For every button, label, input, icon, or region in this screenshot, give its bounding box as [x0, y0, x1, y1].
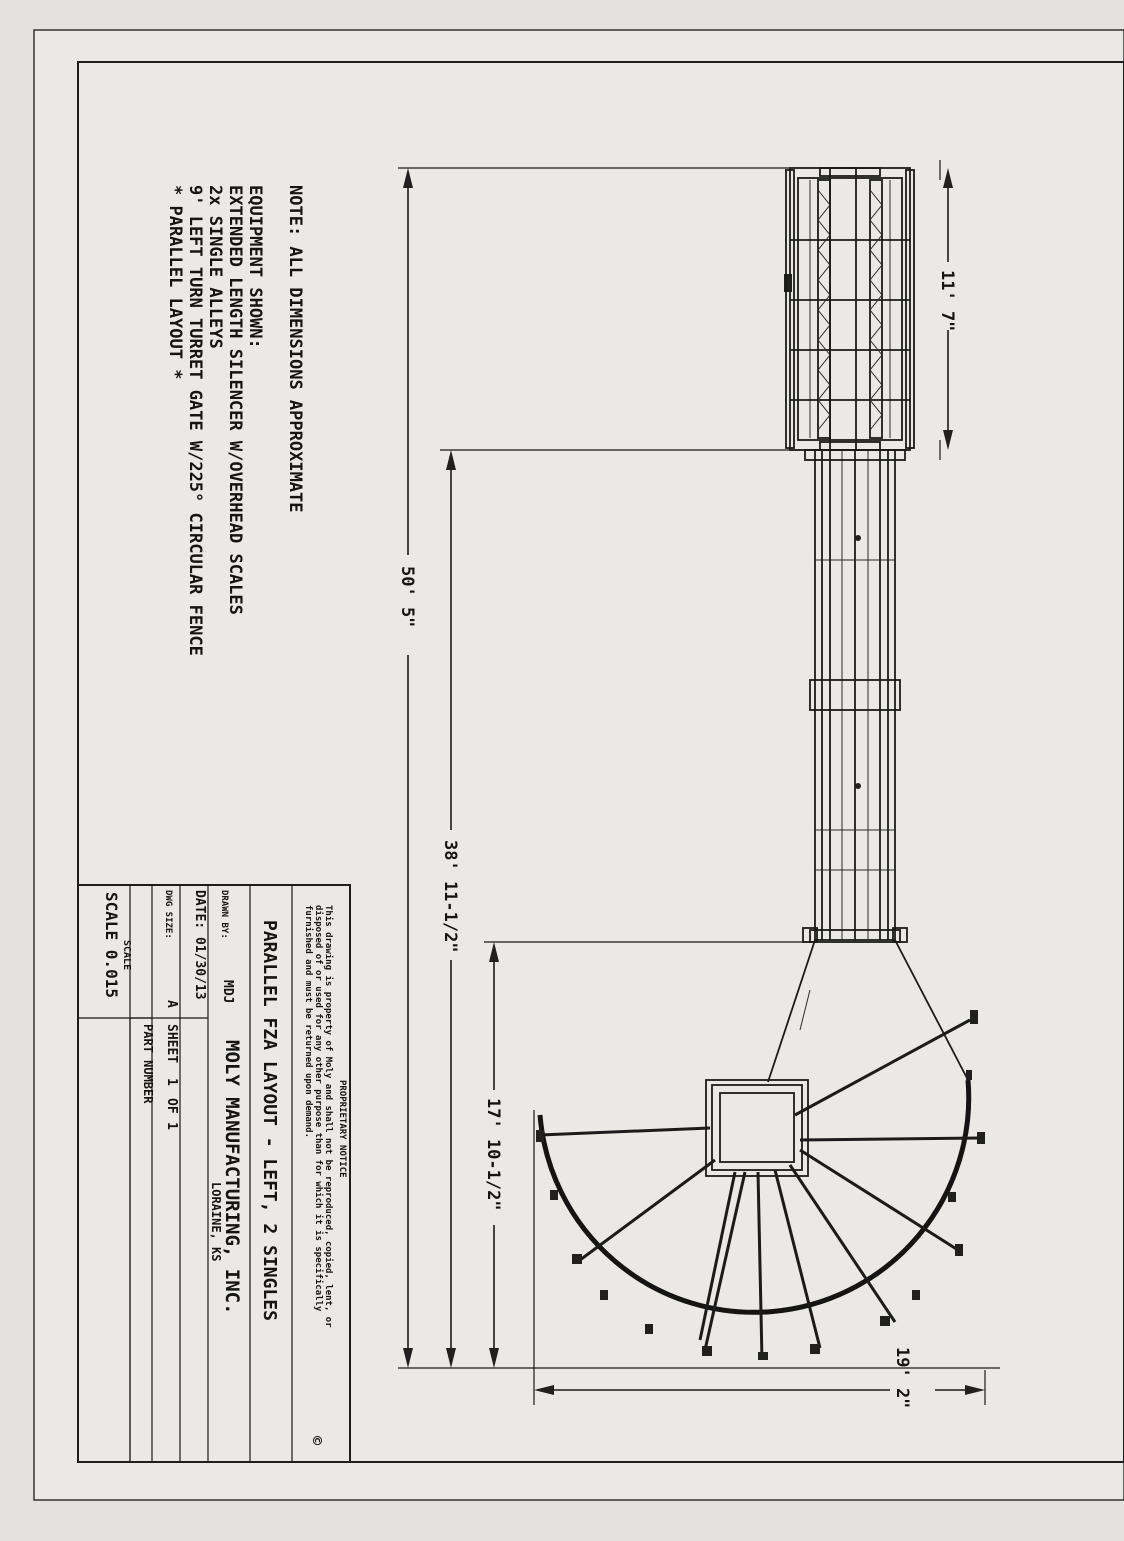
- alley-length-label: 38' 11-1/2": [440, 840, 460, 953]
- fence-width-label: 19' 2": [892, 1347, 912, 1409]
- company-name: MOLY MANUFACTURING, INC.: [221, 1040, 243, 1315]
- drawn-by-value: MDJ: [220, 980, 235, 1004]
- proprietary-line-3: furnished and must be returned upon demand.: [303, 905, 313, 1138]
- equipment-line-1: EXTENDED LENGTH SILENCER W/OVERHEAD SCALES: [225, 185, 245, 615]
- equipment-heading: EQUIPMENT SHOWN:: [245, 185, 265, 349]
- sheet-label: SHEET: [164, 1024, 179, 1064]
- dwg-size-value: A: [164, 1000, 179, 1008]
- proprietary-line-2: disposed of or used for any other purpose than for which it is specifically: [313, 905, 323, 1312]
- scale-value: SCALE 0.015: [102, 892, 121, 998]
- silencer-width-label: 11' 7": [937, 270, 957, 332]
- copyright-symbol: ©: [308, 1436, 326, 1446]
- sheet-number: 1: [164, 1078, 179, 1086]
- drawn-by-label: DRAWN BY:: [219, 890, 229, 939]
- proprietary-line-1: This drawing is property of Moly and shall not be reproduced, copied, lent, or: [323, 905, 333, 1328]
- of-label: OF: [164, 1098, 179, 1114]
- part-number-label: PART NUMBER: [141, 1024, 155, 1104]
- equipment-line-2: 2x SINGLE ALLEYS: [205, 185, 225, 349]
- dwg-size-label: DWG SIZE:: [163, 890, 173, 939]
- scale-label: SCALE: [121, 940, 132, 971]
- note-heading: NOTE: ALL DIMENSIONS APPROXIMATE: [285, 185, 305, 513]
- overall-length-label: 50' 5": [397, 566, 417, 628]
- fence-length-label: 17' 10-1/2": [483, 1098, 503, 1211]
- drawing-title: PARALLEL FZA LAYOUT - LEFT, 2 SINGLES: [259, 920, 280, 1321]
- equipment-line-4: * PARALLEL LAYOUT *: [165, 185, 185, 380]
- company-location: LORAINE, KS: [209, 1182, 223, 1262]
- proprietary-heading: PROPRIETARY NOTICE: [337, 1080, 347, 1178]
- equipment-line-3: 9' LEFT TURN TURRET GATE W/225° CIRCULAR FENCE: [185, 185, 205, 656]
- sheet-total: 1: [164, 1122, 179, 1130]
- date-label: DATE: 01/30/13: [192, 890, 207, 1000]
